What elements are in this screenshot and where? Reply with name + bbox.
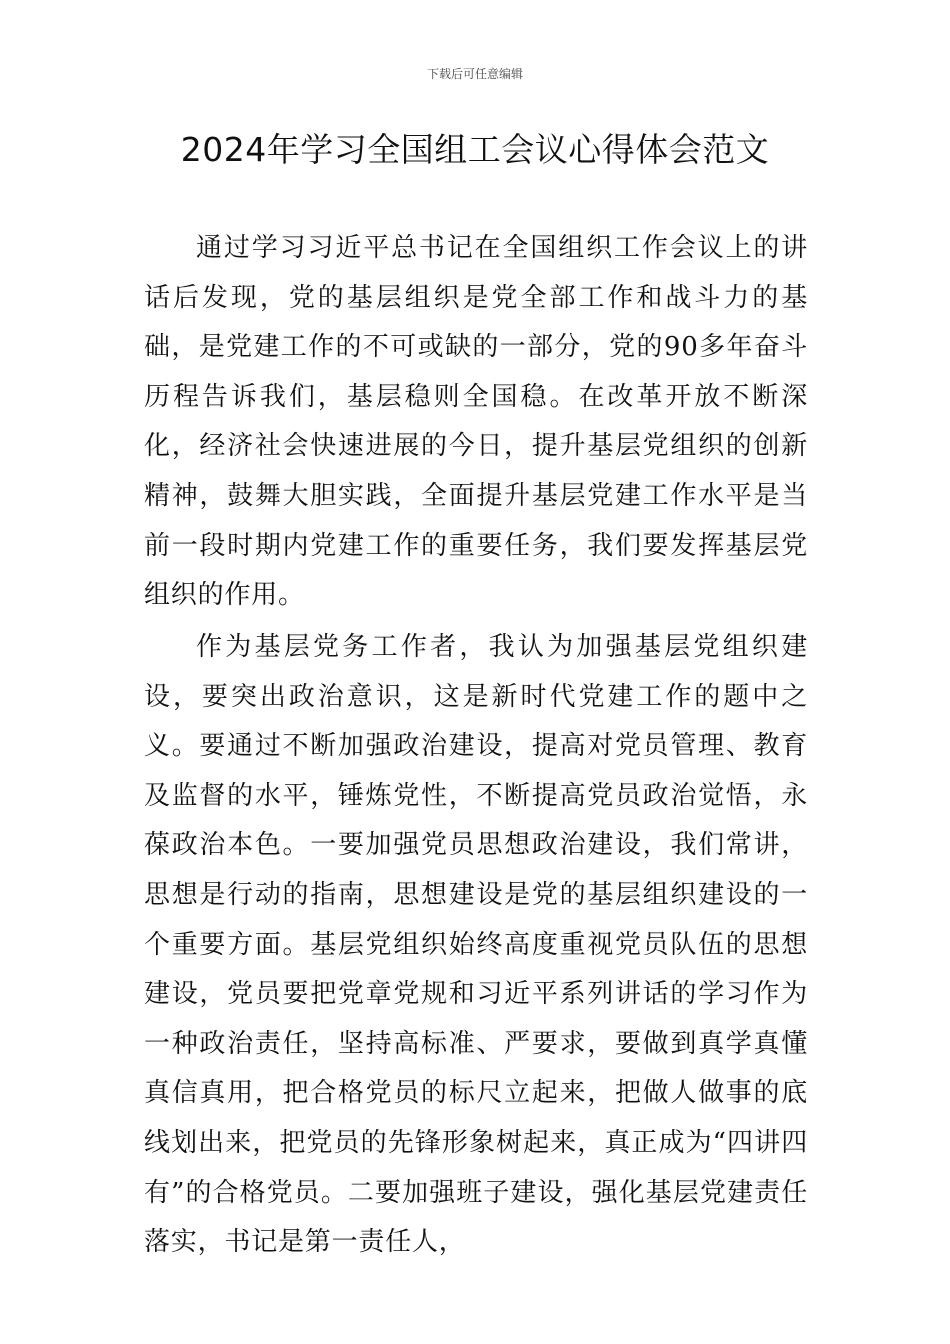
header-note: 下载后可任意编辑 [426, 67, 523, 81]
document-title: 2024年学习全国组工会议心得体会范文 [180, 130, 770, 169]
body-paragraph-2: 作为基层党务工作者，我认为加强基层党组织建设，要突出政治意识，这是新时代党建工作的题中之义。要通过不断加强政治建设，提高对党员管理、教育及监督的水平，锤炼党性，不断提高党员政治觉悟，永葆政治本色。一要加强党员思想政治建设，我们常讲，思想是行动的指南，思想建设是党的基层组织建设的一个重要方面。基层党组织始终高度重视党员队伍的思想建设，党员要把党章党规和习近平系列讲话的学习作为一种政治责任，坚持高标准、严要求，要做到真学真懂真信真用，把合格党员的标尺立起来，把做人做事的底线划出来，把党员的先锋形象树起来，真正成为“四讲四有”的合格党员。二要加强班子建设，强化基层党建责任落实，书记是第一责任人， [144, 632, 808, 1258]
body-paragraph-1: 通过学习习近平总书记在全国组织工作会议上的讲话后发现，党的基层组织是党全部工作和战斗力的基础，是党建工作的不可或缺的一部分，党的90多年奋斗历程告诉我们，基层稳则全国稳。在改革开放不断深化，经济社会快速进展的今日，提升基层党组织的创新精神，鼓舞大胆实践，全面提升基层党建工作水平是当前一段时期内党建工作的重要任务，我们要发挥基层党组织的作用。 [144, 233, 808, 611]
